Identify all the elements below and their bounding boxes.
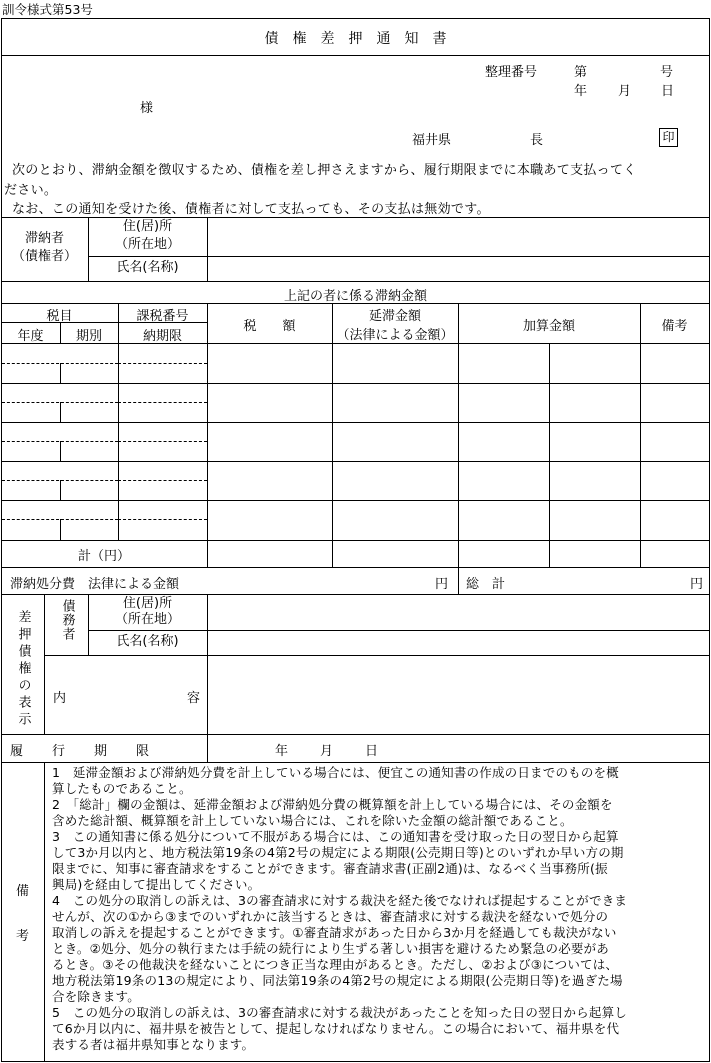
body-text-1: 次のとおり、滞納金額を徴収するため、債権を差し押さえますから、履行期限までに本職あて支払ってく bbox=[12, 163, 637, 178]
issuer-cho: 長 bbox=[530, 133, 544, 148]
ref-go: 号 bbox=[660, 65, 674, 80]
deadline-nen: 年 bbox=[275, 744, 289, 759]
taxpayer-name-label: 氏名(名称) bbox=[116, 260, 179, 275]
notes-label-b: 考 bbox=[15, 929, 29, 944]
note-line: 4 この処分の取消しの訴えは、3の審査請求に対する裁決を経た後でなければ提起することができま bbox=[52, 893, 628, 908]
note-line: 3 この通知書に係る処分について不服がある場合には、この通知書を受け取った日の翌日から起算 bbox=[52, 829, 619, 844]
note-line: 地方税法第19条の13の規定により、同法第19条の4第2号の規定による期限(公売期日等)を過ぎた場 bbox=[52, 973, 623, 988]
seized-label bbox=[13, 610, 33, 735]
header-zeimoku: 税目 bbox=[46, 309, 73, 324]
note-line: とき。②処分、処分の執行または手続の続行により生ずる著しい損害を避けるため緊急の必要があ bbox=[52, 941, 610, 956]
note-line: 限までに、知事に審査請求をすることができます。審査請求書(正副2通)は、なるべく当事務所(振 bbox=[52, 861, 608, 876]
note-line: 算したものであること。 bbox=[52, 781, 192, 796]
date-nen: 年 bbox=[574, 84, 588, 99]
debtor-addr-label-2: （所在地） bbox=[114, 612, 180, 627]
note-line: るとき。③その他裁決を経ないことにつき正当な理由があるとき。ただし、②および③については、 bbox=[52, 957, 619, 972]
header-entai-2: （法律による金額） bbox=[336, 328, 454, 343]
sokei-yen: 円 bbox=[690, 577, 704, 592]
section-title: 上記の者に係る滞納金額 bbox=[283, 289, 427, 304]
deadline-label: 履 行 期 限 bbox=[10, 744, 151, 759]
fee-label: 滞納処分費 法律による金額 bbox=[10, 577, 180, 592]
header-kazei: 課税番号 bbox=[136, 309, 189, 324]
header-nounou: 納期限 bbox=[142, 329, 182, 344]
note-line: 取消しの訴えを提起することができます。①審査請求があった日から3か月を経過しても裁決がない bbox=[52, 925, 617, 940]
header-biko: 備考 bbox=[661, 319, 688, 334]
header-kibetsu: 期別 bbox=[75, 329, 102, 344]
note-line: 合を除きます。 bbox=[52, 989, 140, 1004]
fee-yen: 円 bbox=[435, 577, 449, 592]
header-kasan: 加算金額 bbox=[522, 319, 575, 334]
taxpayer-label-1: 滞納者 bbox=[24, 231, 64, 246]
date-hi: 日 bbox=[661, 84, 675, 99]
sama-label: 様 bbox=[140, 101, 154, 116]
debtor-addr-label: 住(居)所 bbox=[122, 596, 173, 611]
note-line: 5 この処分の取消しの訴えは、3の審査請求に対する裁決があったことを知った日の翌日から起算し bbox=[52, 1005, 627, 1020]
naiyou-left: 内 bbox=[53, 691, 67, 706]
body-text-2: なお、この通知を受けた後、債権者に対して支払っても、その支払は無効です。 bbox=[12, 202, 490, 217]
body-text-1b: ださい。 bbox=[4, 183, 58, 198]
debtor-label-text: 債務者 bbox=[59, 599, 75, 641]
note-line: せんが、次の①から③までのいずれかに該当するときは、審査請求に対する裁決を経ないで処分の bbox=[52, 909, 609, 924]
sokei-label: 総 計 bbox=[466, 577, 506, 592]
naiyou-right: 容 bbox=[187, 691, 201, 706]
ref-label: 整理番号 bbox=[485, 65, 538, 80]
issuer-pref: 福井県 bbox=[412, 133, 452, 148]
note-line: 含めた総計額、概算額を計上していない場合には、これを除いた金額の総計額であること。 bbox=[52, 813, 573, 828]
ref-dai: 第 bbox=[574, 65, 588, 80]
note-line: 2 「総計」欄の金額は、延滞金額および滞納処分費の概算額を計上している場合には、その金額を bbox=[52, 797, 613, 812]
date-tsuki: 月 bbox=[618, 84, 632, 99]
taxpayer-addr-label: 住(居)所 bbox=[122, 219, 173, 234]
note-line: 表する者は福井県知事となります。 bbox=[52, 1037, 255, 1052]
header-zeigaku: 税 額 bbox=[243, 319, 296, 334]
debtor-label bbox=[57, 599, 77, 647]
notes-label-a: 備 bbox=[15, 884, 29, 899]
note-line: 1 延滞金額および滞納処分費を計上している場合には、便宜この通知書の作成の日までのものを概 bbox=[52, 765, 619, 780]
deadline-tsuki: 月 bbox=[320, 744, 334, 759]
debtor-name-label: 氏名(名称) bbox=[116, 634, 179, 649]
note-line: て6か月以内に、福井県を被告として、提起しなければなりません。この場合において、福井県を代 bbox=[52, 1021, 620, 1036]
seal-mark: 印 bbox=[659, 128, 678, 147]
deadline-hi: 日 bbox=[365, 744, 379, 759]
page-title: 債 権 差 押 通 知 書 bbox=[264, 31, 447, 47]
note-line: 興局)を経由して提出してください。 bbox=[52, 877, 261, 892]
taxpayer-addr-label-2: （所在地） bbox=[114, 237, 180, 252]
note-line: して3か月以内と、地方税法第19条の4第2号の規定による期限(公売期日等)とのいずれか早い方の期 bbox=[52, 845, 624, 860]
header-entai-1: 延滞金額 bbox=[368, 309, 421, 324]
seized-label-text: 差押債権の表示 bbox=[15, 610, 31, 729]
total-label: 計（円） bbox=[77, 549, 130, 564]
form-id: 訓令様式第53号 bbox=[2, 2, 93, 17]
header-nendo: 年度 bbox=[17, 329, 44, 344]
taxpayer-label-2: （債権者） bbox=[11, 249, 77, 264]
